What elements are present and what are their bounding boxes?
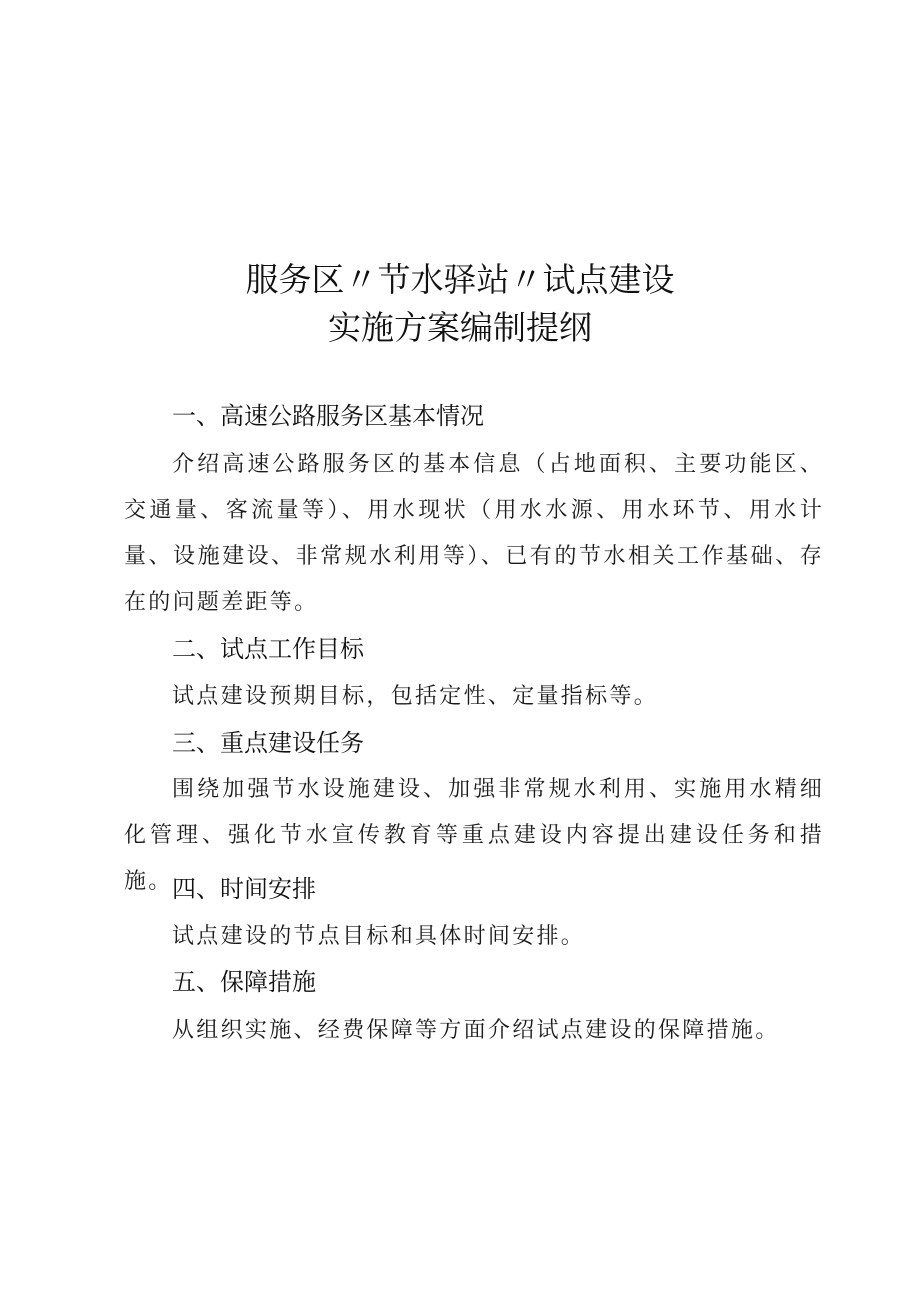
document-title-line2: 实施方案编制提纲 — [328, 308, 592, 347]
section-heading-5: 五、保障措施 — [172, 968, 316, 996]
section-heading-2: 二、试点工作目标 — [172, 635, 364, 663]
section-body-3: 围绕加强节水设施建设、加强非常规水利用、实施用水精细化管理、强化节水宣传教育等重点建设内容提出建设任务和措施。 — [124, 777, 824, 894]
section-heading-4: 四、时间安排 — [172, 875, 316, 903]
document-title-line1: 服务区〃节水驿站〃试点建设 — [245, 260, 675, 299]
section-body-1: 介绍高速公路服务区的基本信息（占地面积、主要功能区、交通量、客流量等）、用水现状（用水水源、用水环节、用水计量、设施建设、非常规水利用等）、已有的节水相关工作基础、存在的问题差距等。 — [124, 452, 824, 615]
section-body-2: 试点建设预期目标，包括定性、定量指标等。 — [172, 684, 659, 709]
section-heading-1: 一、高速公路服务区基本情况 — [172, 402, 484, 430]
section-body-4: 试点建设的节点目标和具体时间安排。 — [172, 924, 586, 949]
section-body-5: 从组织实施、经费保障等方面介绍试点建设的保障措施。 — [172, 1018, 780, 1043]
section-heading-3: 三、重点建设任务 — [172, 729, 364, 757]
